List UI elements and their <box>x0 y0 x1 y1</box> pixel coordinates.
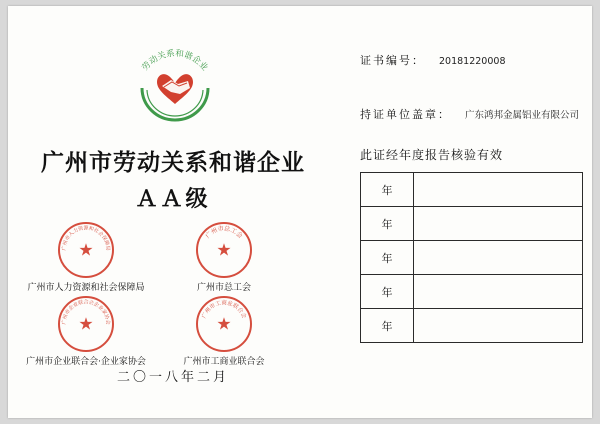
seal-2-star: ★ <box>216 240 232 260</box>
seal-row-2 <box>26 296 298 367</box>
svg-text:劳动关系和谐企业: 劳动关系和谐企业 <box>140 48 210 73</box>
seal-2-caption: 广州市总工会 <box>196 283 251 293</box>
record-cell[interactable] <box>414 275 583 309</box>
certificate-number-field <box>360 52 506 68</box>
certificate-page <box>8 6 592 418</box>
certificate-left-panel <box>8 6 338 418</box>
seal-1-caption: 广州市人力资源和社会保障局 <box>27 283 145 293</box>
table-row <box>361 207 583 241</box>
table-row <box>361 275 583 309</box>
verification-table <box>360 172 583 343</box>
svg-text:广州市总工会: 广州市总工会 <box>204 225 244 240</box>
seal-3-star: ★ <box>78 314 94 334</box>
seal-1-star: ★ <box>78 240 94 260</box>
seal-4-star: ★ <box>216 314 232 334</box>
record-cell[interactable] <box>414 207 583 241</box>
year-cell: 年 <box>361 241 414 275</box>
seal-4-caption: 广州市工商业联合会 <box>183 357 265 367</box>
record-cell[interactable] <box>414 173 583 207</box>
svg-text:广州市工商业联合会: 广州市工商业联合会 <box>201 300 247 320</box>
holder-value: 广东鸿邦金属铝业有限公司 <box>465 110 580 121</box>
seal-3-stamp <box>58 296 114 352</box>
issue-date: 二〇一八年二月 <box>116 370 229 385</box>
certificate-grade: ＡＡ级 <box>135 187 211 212</box>
certificate-number-value: 20181220008 <box>439 56 506 67</box>
holder-label: 持证单位盖章： <box>360 108 451 121</box>
record-cell[interactable] <box>414 241 583 275</box>
seal-2 <box>196 222 252 293</box>
svg-text:广州市人力资源和社会保障局: 广州市人力资源和社会保障局 <box>61 225 111 251</box>
seal-1 <box>27 222 145 293</box>
svg-text:广州市企业联合会企业家协会: 广州市企业联合会企业家协会 <box>61 299 111 325</box>
seals-group <box>26 222 298 367</box>
seal-1-stamp <box>58 222 114 278</box>
seal-4 <box>183 296 265 367</box>
record-cell[interactable] <box>414 309 583 343</box>
handshake-heart-icon <box>126 44 224 122</box>
certificate-right-panel <box>338 6 592 418</box>
emblem <box>126 44 224 122</box>
seal-2-stamp <box>196 222 252 278</box>
year-cell: 年 <box>361 207 414 241</box>
certificate-title: 广州市劳动关系和谐企业 <box>41 150 305 176</box>
verification-notice: 此证经年度报告核验有效 <box>360 148 504 162</box>
year-cell: 年 <box>361 173 414 207</box>
seal-3-caption: 广州市企业联合会·企业家协会 <box>26 357 146 367</box>
year-cell: 年 <box>361 275 414 309</box>
seal-3 <box>26 296 146 367</box>
table-row <box>361 241 583 275</box>
table-row <box>361 173 583 207</box>
seal-row-1 <box>27 222 298 293</box>
table-row <box>361 309 583 343</box>
year-cell: 年 <box>361 309 414 343</box>
certificate-number-label: 证书编号： <box>360 54 425 67</box>
seal-4-stamp <box>196 296 252 352</box>
holder-field <box>360 106 579 122</box>
